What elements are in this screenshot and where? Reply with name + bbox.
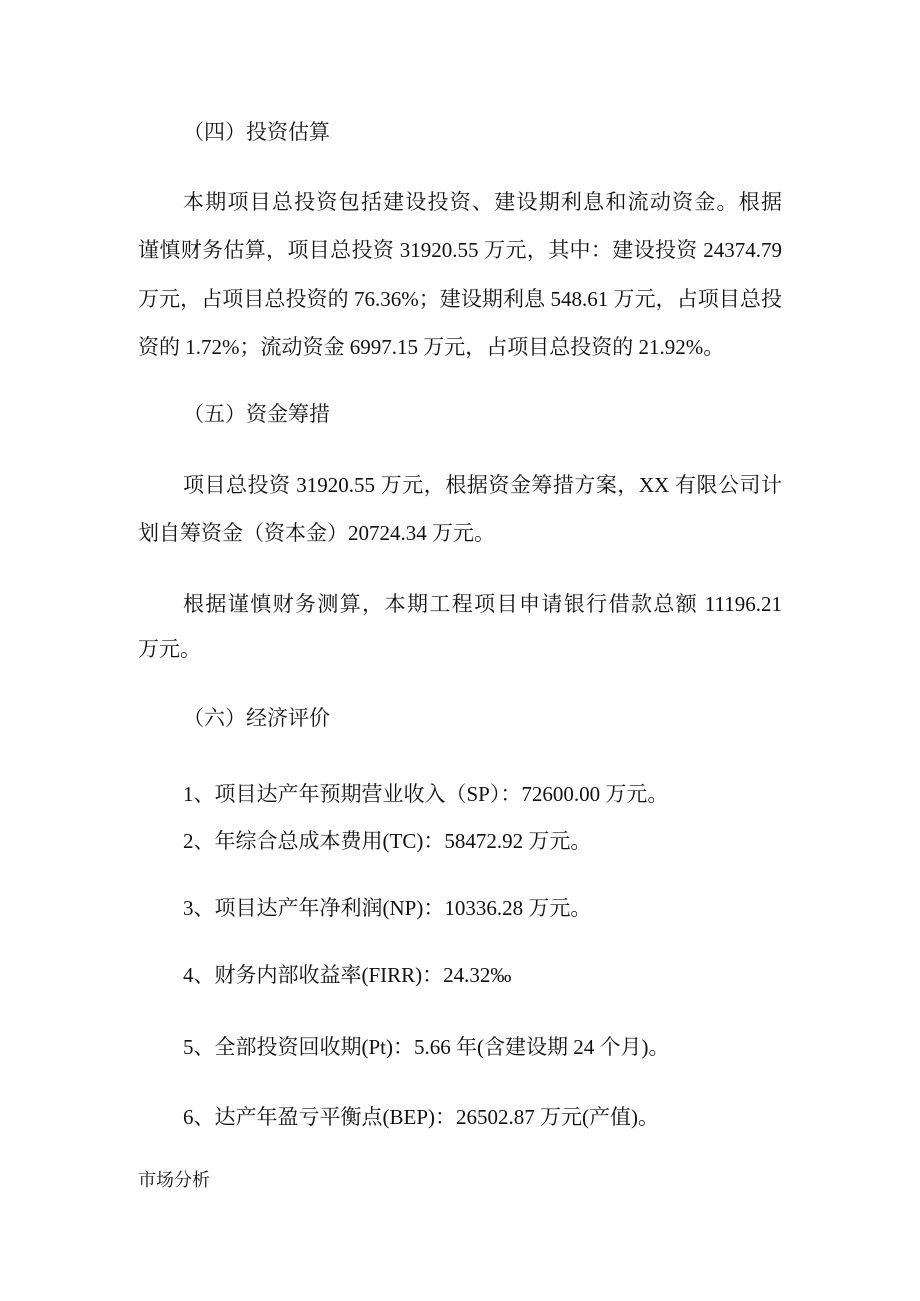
list-item: 1、项目达产年预期营业收入（SP）：72600.00 万元。 [183,782,669,806]
paragraph-line: 项目总投资 31920.55 万元，根据资金筹措方案，XX 有限公司计 [183,473,782,497]
section-label-market-analysis: 市场分析 [138,1170,210,1190]
paragraph-line: 谨慎财务估算，项目总投资 31920.55 万元，其中：建设投资 24374.79 [138,238,782,262]
list-item: 2、年综合总成本费用(TC)：58472.92 万元。 [183,829,592,853]
list-item: 6、达产年盈亏平衡点(BEP)：26502.87 万元(产值)。 [183,1105,659,1129]
paragraph-line: 万元，占项目总投资的 76.36%；建设期利息 548.61 万元，占项目总投 [138,287,782,311]
paragraph-line: 划自筹资金（资本金）20724.34 万元。 [138,521,495,545]
paragraph-line: 根据谨慎财务测算，本期工程项目申请银行借款总额 11196.21 [183,592,782,616]
section-heading-economic-evaluation: （六）经济评价 [183,706,330,730]
paragraph-line: 资的 1.72%；流动资金 6997.15 万元，占项目总投资的 21.92%。 [138,335,725,359]
list-item: 5、全部投资回收期(Pt)：5.66 年(含建设期 24 个月)。 [183,1035,670,1059]
section-heading-fund-raising: （五）资金筹措 [183,402,330,426]
paragraph-line: 本期项目总投资包括建设投资、建设期利息和流动资金。根据 [183,190,782,214]
list-item: 4、财务内部收益率(FIRR)：24.32‰ [183,963,512,987]
section-heading-investment-estimate: （四）投资估算 [183,120,330,144]
paragraph-line: 万元。 [138,637,201,661]
list-item: 3、项目达产年净利润(NP)：10336.28 万元。 [183,896,592,920]
